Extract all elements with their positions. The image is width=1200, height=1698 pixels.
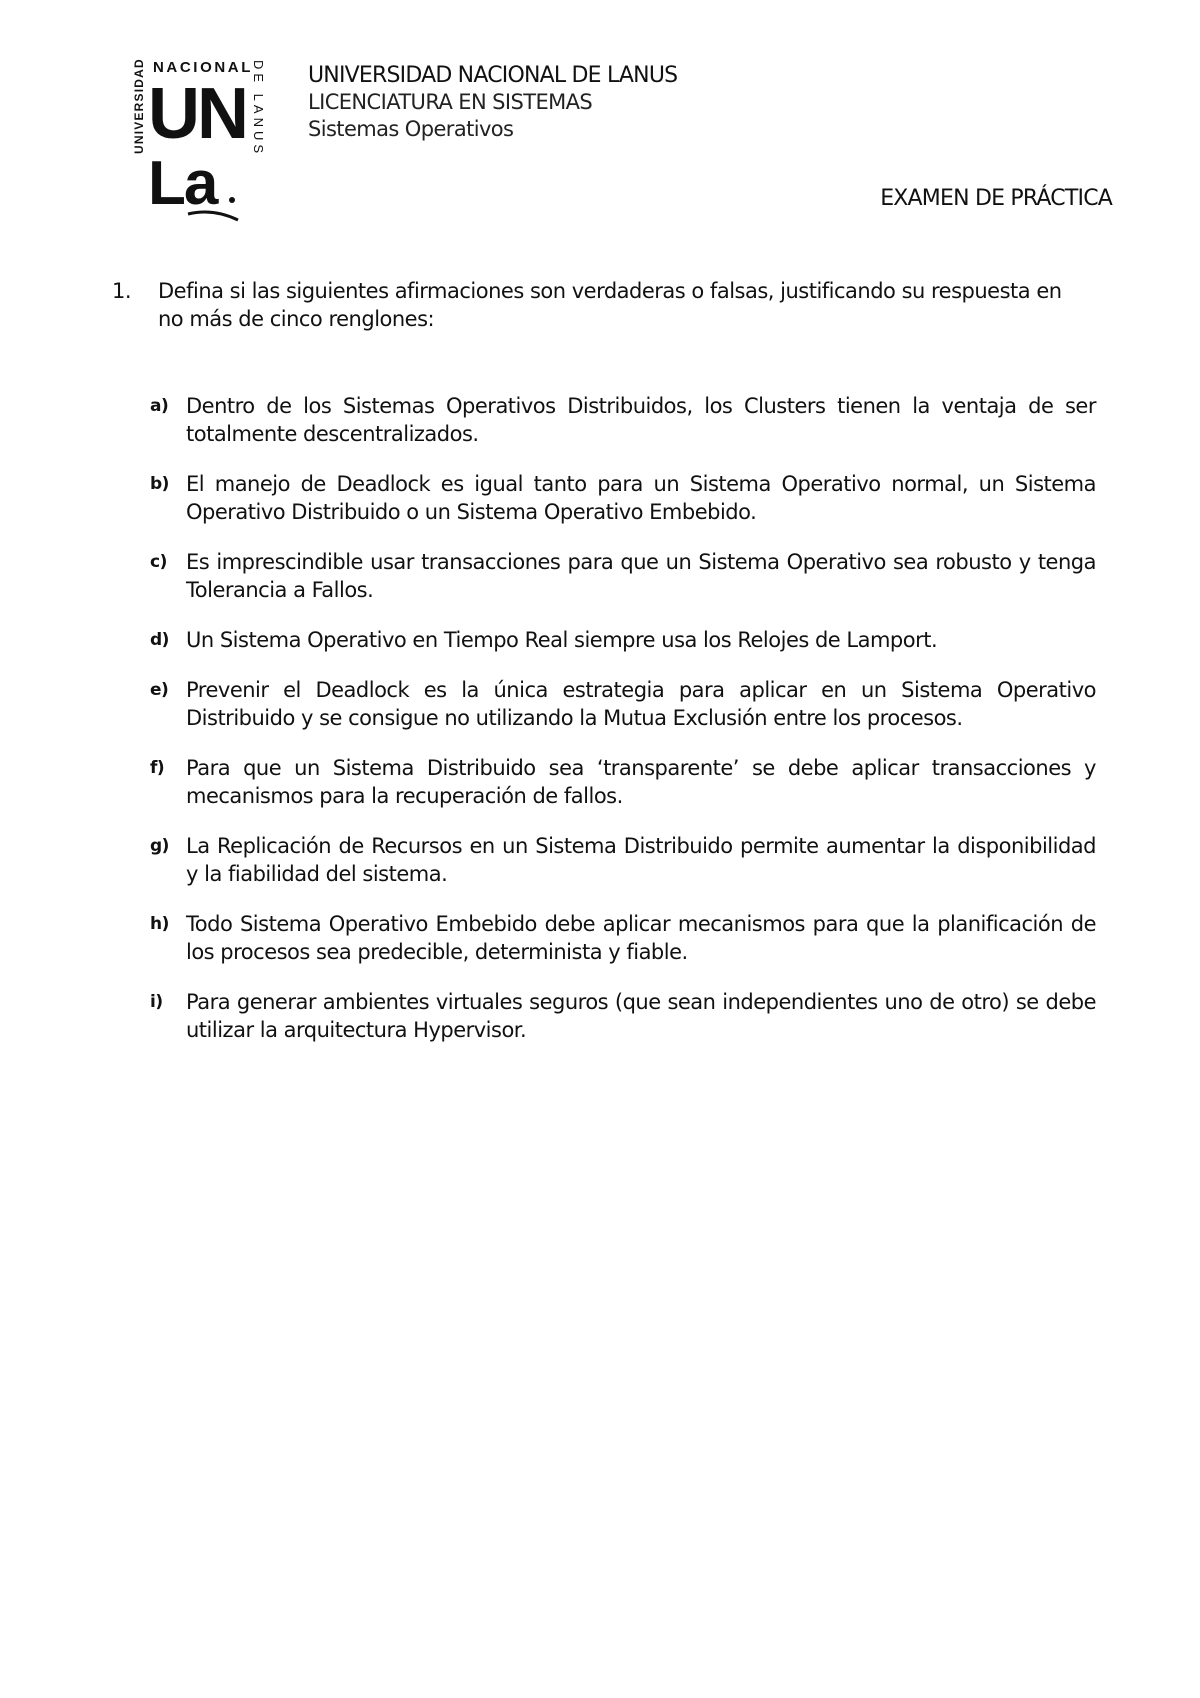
header-block — [308, 62, 677, 143]
list-item — [150, 392, 1096, 448]
item-text: Un Sistema Operativo en Tiempo Real siempre usa los Relojes de Lamport. — [186, 628, 938, 652]
item-text: Dentro de los Sistemas Operativos Distribuidos, los Clusters tienen la ventaja de ser totalmente descentralizados. — [186, 394, 1096, 446]
list-item — [150, 754, 1096, 810]
item-label: g) — [150, 836, 169, 856]
list-item — [150, 676, 1096, 732]
logo-text-left: UNIVERSIDAD — [132, 58, 146, 154]
list-item — [150, 910, 1096, 966]
question-1 — [112, 277, 1092, 333]
list-item — [150, 988, 1096, 1044]
item-text: Todo Sistema Operativo Embebido debe aplicar mecanismos para que la planificación de los procesos sea predecible, determinista y fiable. — [186, 912, 1096, 964]
list-item — [150, 470, 1096, 526]
logo-dot — [229, 197, 235, 203]
subject-name: Sistemas Operativos — [308, 117, 514, 141]
item-text: Prevenir el Deadlock es la única estrategia para aplicar en un Sistema Operativo Distribuido y se consigue no utilizando la Mutua Exclusión entre los procesos. — [186, 678, 1096, 730]
list-item — [150, 626, 1096, 654]
logo-text-la: La — [148, 149, 217, 218]
university-name: UNIVERSIDAD NACIONAL DE LANUS — [308, 63, 678, 88]
item-label: d) — [150, 630, 169, 650]
item-text: Para generar ambientes virtuales seguros (que sean independientes uno de otro) se debe utilizar la arquitectura Hypervisor. — [186, 990, 1096, 1042]
question-number: 1. — [112, 279, 132, 303]
question-text: Defina si las siguientes afirmaciones son verdaderas o falsas, justificando su respuesta en no más de cinco renglones: — [158, 279, 1062, 331]
item-label: b) — [150, 474, 169, 494]
exam-title: EXAMEN DE PRÁCTICA — [880, 186, 1112, 211]
item-text: El manejo de Deadlock es igual tanto para un Sistema Operativo normal, un Sistema Operativo Distribuido o un Sistema Operativo Embebido. — [186, 472, 1096, 524]
item-label: c) — [150, 552, 167, 572]
item-label: h) — [150, 914, 169, 934]
item-label: a) — [150, 396, 169, 416]
degree-name: LICENCIATURA EN SISTEMAS — [308, 90, 593, 114]
item-text: Para que un Sistema Distribuido sea ‘transparente’ se debe aplicar transacciones y mecanismos para la recuperación de fallos. — [186, 756, 1096, 808]
item-label: f) — [150, 758, 165, 778]
list-item — [150, 832, 1096, 888]
item-label: e) — [150, 680, 169, 700]
logo-text-un: UN — [148, 74, 246, 154]
logo-text-top: NACIONAL — [153, 59, 253, 76]
item-text: La Replicación de Recursos en un Sistema Distribuido permite aumentar la disponibilidad y la fiabilidad del sistema. — [186, 834, 1096, 886]
question-items — [150, 392, 1096, 1066]
item-label: i) — [150, 992, 163, 1012]
logo-text-right: DE LANUS — [251, 60, 266, 158]
university-logo — [128, 54, 278, 224]
item-text: Es imprescindible usar transacciones para que un Sistema Operativo sea robusto y tenga Tolerancia a Fallos. — [186, 550, 1096, 602]
list-item — [150, 548, 1096, 604]
